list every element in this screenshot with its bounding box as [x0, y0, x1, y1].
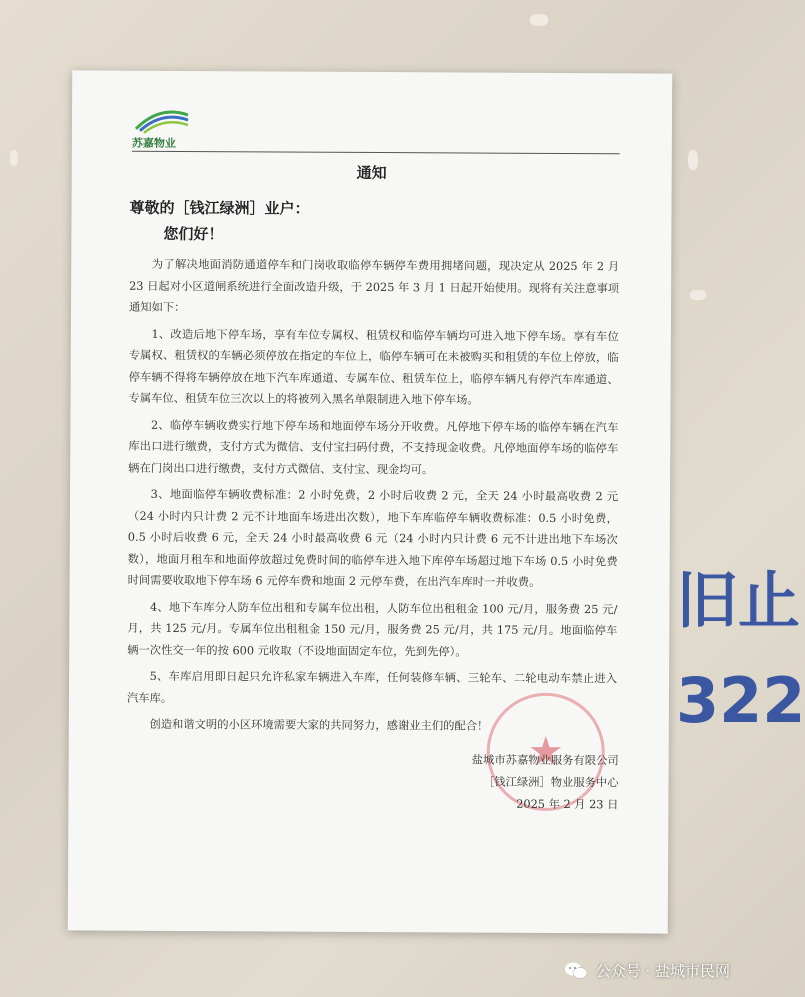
notice-body: [127, 254, 620, 743]
wall-scuff: [688, 150, 698, 170]
wall-scuff: [10, 150, 18, 166]
watermark-text: 公众号 · 盐城市民网: [595, 962, 730, 980]
intro-paragraph: 为了解决地面消防通道停车和门岗收取临停车辆停车费用拥堵问题，现决定从 2025 年 2 月 23 日起对小区道闸系统进行全面改造升级，于 2025 年 3 月 1 日起开始使用。现将有关注意事项通知如下：: [128, 257, 620, 315]
item-2-paragraph: 2、临停车辆收费实行地下停车场和地面停车场分开收费。凡停地下停车场的临停车辆在汽车库出口进行缴费，支付方式为微信、支付宝扫码付费，不支持现金收费。凡停地面停车场的临停车辆在门岗出口进行缴费，支付方式微信、支付宝、现金均可。: [128, 418, 619, 476]
signature-date: 2025 年 2 月 23 日: [516, 797, 619, 812]
notice-signature: [471, 750, 618, 817]
seal-star-icon: ★: [527, 728, 564, 776]
signature-center: ［钱江绿洲］物业服务中心: [482, 775, 619, 790]
notice-salutation: 尊敬的［钱江绿洲］业户：: [129, 198, 310, 218]
item-1-paragraph: 1、改造后地下停车场，享有车位专属权、租赁权和临停车辆均可进入地下停车场。享有车位专属权、租赁权的车辆必须停放在指定的车位上，临停车辆可在未被购买和租赁的车位上停放，临停车辆不得将车辆停放在地下汽车库通道、专属车位、租赁车位上，临停车辆凡有停汽车库通道、专属车位、租赁车位三次以上的将被列入黑名单限制进入地下停车场。: [128, 327, 619, 407]
company-logo: [132, 101, 192, 151]
notice-paper: [68, 70, 672, 933]
wechat-watermark: [564, 960, 730, 981]
item-5-paragraph: 5、车库启用即日起只允许私家车辆进入车库，任何装修车辆、三轮车、二轮电动车禁止进入汽车库。: [126, 669, 618, 705]
wall-scuff: [690, 290, 706, 300]
wall-scuff: [530, 14, 548, 26]
notice-greeting: 您们好！: [163, 224, 224, 244]
item-4-paragraph: 4、地下车库分人防车位出租和专属车位出租，人防车位出租租金 100 元/月，服务费 25 元/月，共 125 元/月。专属车位出租租金 150 元/月，服务费 25 元/月，共 175 元/月。地面临停车辆一次性交一年的按 600 元收取（不设地面固定车位，先到先停）。: [127, 600, 618, 659]
closing-paragraph: 创造和谐文明的小区环境需要大家的共同努力，感谢业主们的配合！: [149, 717, 489, 733]
wechat-icon: [564, 961, 588, 981]
logo-arcs-icon: [132, 101, 192, 133]
header-divider: [132, 151, 620, 155]
wall-graffiti-top: 旧止: [676, 564, 801, 637]
notice-title: 通知: [356, 163, 387, 183]
item-3-paragraph: 3、地面临停车辆收费标准：2 小时免费，2 小时后收费 2 元，全天 24 小时最高收费 2 元（24 小时内只计费 2 元不计地面车场进出次数），地下车库临停车辆收费标准：0.5 小时免费，0.5 小时后收费 6 元，全天 24 小时最高收费 6 元（24 小时内只计费 6 元不计进出地下车场次数），地面月租车和地面停放超过免费时间的临停车进入地下库停车场超过地下车场 0.5 小时免费时间需要收取地下停车场 6 元停车费和地面 2 元停车费，在出汽车库时一并收费。: [127, 487, 619, 589]
signature-company: 盐城市苏嘉物业服务有限公司: [471, 753, 619, 768]
logo-company-name: 苏嘉物业: [131, 136, 176, 150]
wall-graffiti-bottom: 322: [676, 664, 805, 737]
